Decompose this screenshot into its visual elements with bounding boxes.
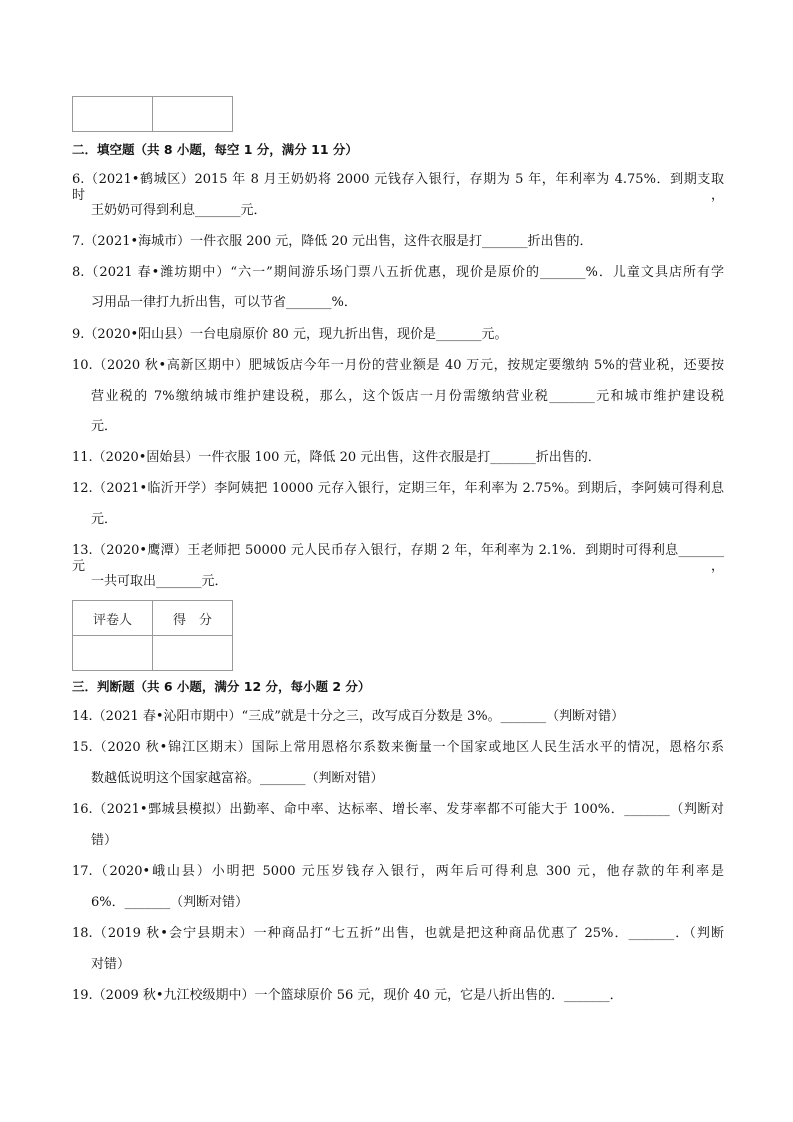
question-line: 6.（2021•鹤城区）2015 年 8 月王奶奶将 2000 元钱存入银行，存期为 5 年，年利率为 4.75%．到期支取时， bbox=[72, 172, 724, 203]
section2-heading: 二．填空题（共 8 小题，每空 1 分，满分 11 分） bbox=[72, 142, 358, 157]
question-continuation-line: 元． bbox=[91, 512, 118, 527]
question-line: 18.（2019 秋•会宁县期末）一种商品打“七五折”出售，也就是把这种商品优惠了 25%．_______．（判断 bbox=[72, 926, 724, 941]
question-line: 10.（2020 秋•高新区期中）肥城饭店今年一月份的营业额是 40 万元，按规定要缴纳 5%的营业税，还要按 bbox=[72, 358, 724, 373]
score-cell bbox=[153, 97, 233, 132]
question-continuation-line: 一共可取出_______元． bbox=[91, 574, 228, 589]
question-line: 13.（2020•鹰潭）王老师把 50000 元人民币存入银行，存期 2 年，年利率为 2.1%．到期时可得利息_______元， bbox=[72, 543, 724, 574]
question-line: 17.（2020•峨山县）小明把 5000 元压岁钱存入银行，两年后可得利息 300 元，他存款的年利率是 bbox=[72, 864, 724, 879]
question-continuation-line: 错） bbox=[91, 833, 118, 848]
question-continuation-line: 元． bbox=[91, 419, 118, 434]
question-line: 19.（2009 秋•九江校级期中）一个篮球原价 56 元，现价 40 元，它是八折出售的．_______． bbox=[72, 988, 623, 1003]
question-line: 11.（2020•固始县）一件衣服 100 元，降低 20 元出售，这件衣服是打_______折出售的． bbox=[72, 450, 601, 465]
question-line: 9.（2020•阳山县）一台电扇原价 80 元，现九折出售，现价是_______元。 bbox=[72, 327, 508, 342]
score-header: 得 分 bbox=[153, 601, 233, 636]
question-continuation-line: 习用品一律打九折出售，可以节省_______%． bbox=[91, 295, 357, 310]
score-table-top bbox=[72, 96, 233, 132]
question-continuation-line: 对错） bbox=[91, 957, 131, 972]
question-continuation-line: 营业税的 7%缴纳城市维护建设税，那么，这个饭店一月份需缴纳营业税_______元和城市维护建设税 bbox=[91, 389, 724, 404]
score-table bbox=[72, 600, 233, 671]
question-continuation-line: 6%．_______（判断对错） bbox=[91, 895, 249, 910]
score-cell bbox=[73, 97, 153, 132]
question-line: 15.（2020 秋•锦江区期末）国际上常用恩格尔系数来衡量一个国家或地区人民生活水平的情况，恩格尔系 bbox=[72, 740, 724, 755]
question-line: 8.（2021 春•潍坊期中）“六一”期间游乐场门票八五折优惠，现价是原价的_______%．儿童文具店所有学 bbox=[72, 265, 724, 280]
question-line: 14.（2021 春•沁阳市期中）“三成”就是十分之三，改写成百分数是 3%。_______（判断对错） bbox=[72, 709, 625, 724]
section3-heading: 三．判断题（共 6 小题，满分 12 分，每小题 2 分） bbox=[72, 679, 371, 694]
grader-header: 评卷人 bbox=[73, 601, 153, 636]
question-continuation-line: 王奶奶可得到利息_______元． bbox=[91, 203, 267, 218]
question-line: 7.（2021•海城市）一件衣服 200 元，降低 20 元出售，这件衣服是打_______折出售的． bbox=[72, 234, 593, 249]
question-continuation-line: 数越低说明这个国家越富裕。_______（判断对错） bbox=[91, 771, 384, 786]
question-line: 16.（2021•鄄城县模拟）出勤率、命中率、达标率、增长率、发芽率都不可能大于 100%．_______（判断对 bbox=[72, 802, 724, 817]
score-cell bbox=[153, 636, 233, 671]
question-line: 12.（2021•临沂开学）李阿姨把 10000 元存入银行，定期三年，年利率为 2.75%。到期后，李阿姨可得利息 bbox=[72, 481, 724, 496]
grader-cell bbox=[73, 636, 153, 671]
